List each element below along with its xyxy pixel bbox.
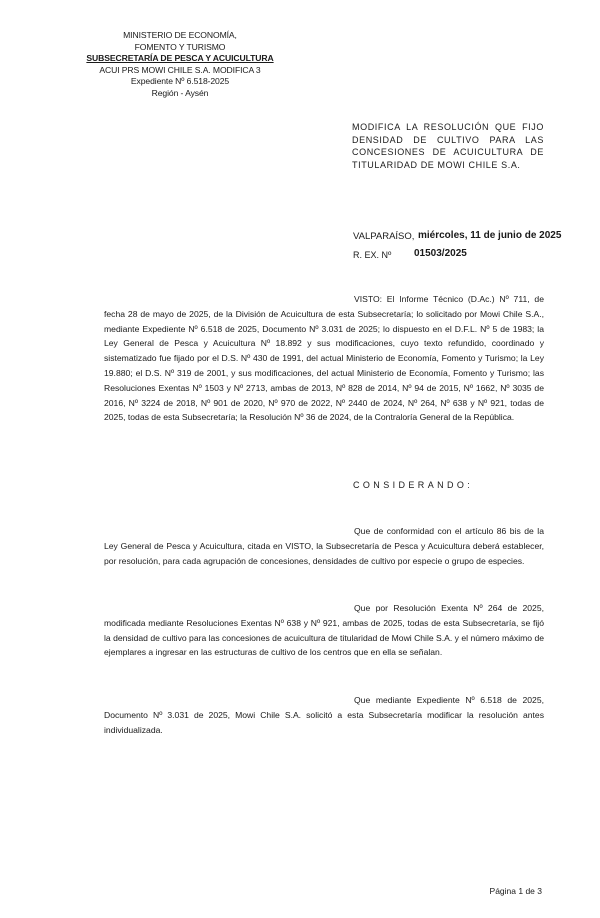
visto-text: VISTO: El Informe Técnico (D.Ac.) Nº 711, de fecha 28 de mayo de 2025, de la División de Acuicultura de esta Subsecretaría; lo solicitado por Mowi Chile S.A., mediante Expediente Nº 6.518 de 2025, Documento Nº 3.031 de 2025; lo dispuesto en el D.F.L. Nº 5 de 1983; la Ley General de Pesca y Acuicultura Nº 18.892 y sus modificaciones, cuyo texto refundido, coordinado y sistematizado fue fijado por el D.S. Nº 430 de 1991, del actual Ministerio de Economía, Fomento y Turismo; la Ley 19.880; el D.S. Nº 319 de 2001, y sus modificaciones, del actual Ministerio de Economía, Fomento y Turismo; las Resoluciones Exentas Nº 1503 y Nº 2713, ambas de 2013, Nº 828 de 2014, Nº 94 de 2015, Nº 1662, Nº 3035 de 2016, Nº 3224 de 2018, Nº 901 de 2020, Nº 970 de 2022, Nº 2440 de 2024, Nº 264, Nº 638 y Nº 921, todas de 2025, todas de esta Subsecretaría; la Resolución Nº 36 de 2024, de la Contraloría General de la República. [104, 294, 544, 423]
region: Región - Aysén [151, 87, 209, 98]
resolution-number: 01503/2025 [414, 248, 467, 259]
ministry-name: MINISTERIO DE ECONOMÍA, [123, 30, 237, 40]
considerando-text-2: Que por Resolución Exenta Nº 264 de 2025, modificada mediante Resoluciones Exentas Nº 638 y Nº 921, ambas de 2025, todas de esta Subsecretaría, se fijó la densidad de cultivo para las concesiones de acuicultura de titularidad de Mowi Chile S.A. y el número máximo de ejemplares a ingresar en las estructuras de cultivo de los centros que en ella se señalan. [104, 603, 544, 658]
letterhead [60, 30, 300, 100]
document-reference: ACUI PRS MOWI CHILE S.A. MODIFICA 3 [99, 64, 261, 75]
resolution-date: miércoles, 11 de junio de 2025 [418, 230, 562, 241]
undersecretariat-name: SUBSECRETARÍA DE PESCA Y ACUICULTURA [86, 53, 274, 64]
place-label: VALPARAÍSO, [353, 231, 415, 242]
resolution-subject: MODIFICA LA RESOLUCIÓN QUE FIJO DENSIDAD DE CULTIVO PARA LAS CONCESIONES DE ACUICULTURA DE TITULARIDAD DE MOWI CHILE S.A. [352, 122, 544, 170]
considerando-text-1: Que de conformidad con el artículo 86 bis de la Ley General de Pesca y Acuicultura, citada en VISTO, la Subsecretaría de Pesca y Acuicultura deberá establecer, por resolución, para cada agrupación de concesiones, densidades de cultivo por especie o grupo de especies. [104, 526, 544, 566]
considerando-paragraph-1 [104, 524, 544, 568]
considerando-paragraph-3 [104, 693, 544, 737]
page-number: Página 1 de 3 [489, 886, 542, 896]
ministry-name-2: FOMENTO Y TURISMO [134, 41, 226, 52]
resolution-number-label: R. EX. Nº [353, 250, 392, 260]
considerando-paragraph-2 [104, 601, 544, 660]
considerando-text-3: Que mediante Expediente Nº 6.518 de 2025, Documento Nº 3.031 de 2025, Mowi Chile S.A. solicitó a esta Subsecretaría modificar la resolución antes individualizada. [104, 695, 544, 735]
visto-paragraph [104, 292, 544, 425]
considerando-heading: CONSIDERANDO: [353, 480, 474, 490]
file-number: Expediente Nº 6.518-2025 [130, 76, 230, 87]
